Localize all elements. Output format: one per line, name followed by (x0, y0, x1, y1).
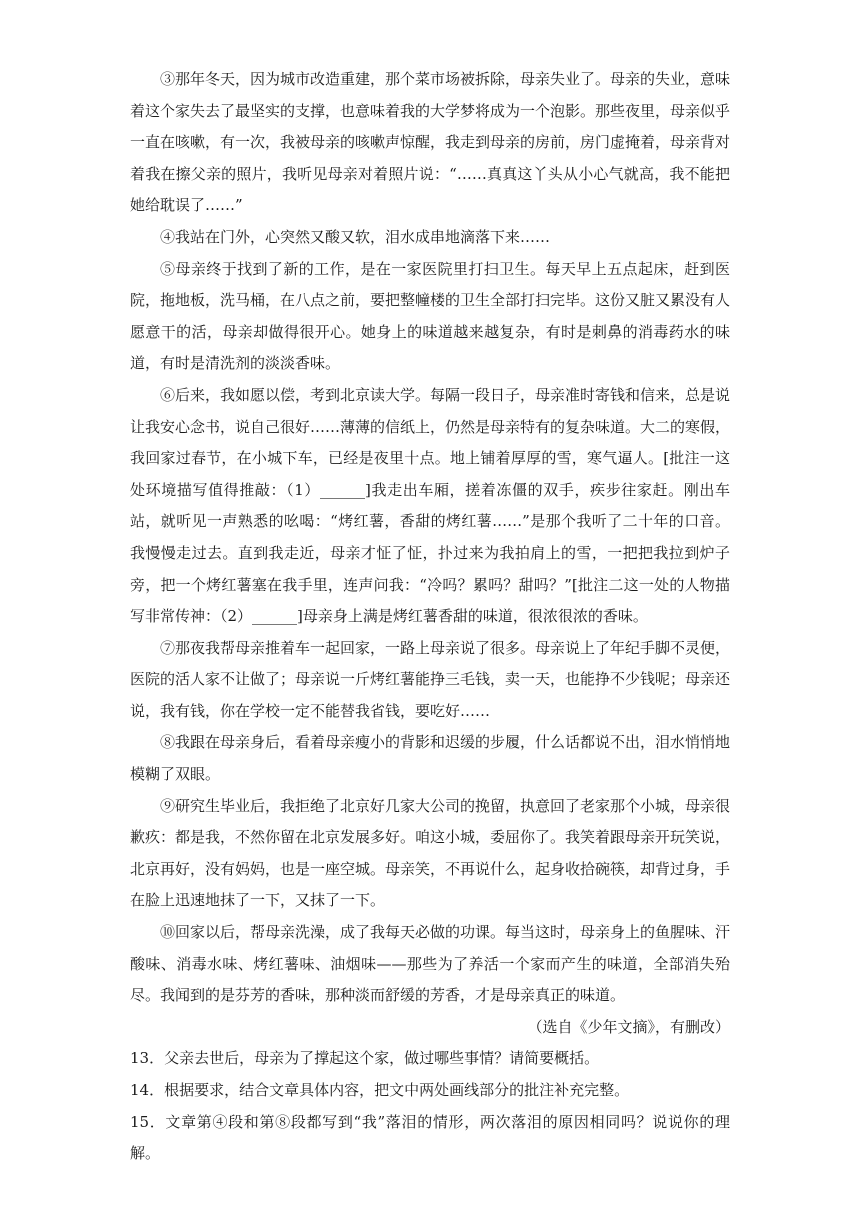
question-14: 14．根据要求，结合文章具体内容，把文中两处画线部分的批注补充完整。 (130, 1081, 630, 1099)
paragraph-9: ⑨研究生毕业后，我拒绝了北京好几家大公司的挽留，执意回了老家那个小城，母亲很歉疚：都是我，不然你留在北京发展多好。咱这小城，委屈你了。我笑着跟母亲开玩笑说，北京再好，没有妈妈，也是一座空城。母亲笑，不再说什么，起身收拾碗筷，却背过身，手在脸上迅速地抹了一下，又抹了一下。 (130, 796, 731, 910)
paragraph-6: ⑥后来，我如愿以偿，考到北京读大学。每隔一段日子，母亲准时寄钱和信来，总是说让我安心念书，说自己很好……薄薄的信纸上，仍然是母亲特有的复杂味道。大二的寒假，我回家过春节，在小城下车，已经是夜里十点。地上铺着厚厚的雪，寒气逼人。[批注一这处环境描写值得推敲：（1）______]我走出车厢，搓着冻僵的双手，疾步往家赶。刚出车站，就听见一声熟悉的吆喝：“烤红薯，香甜的烤红薯……”是那个我听了二十年的口音。我慢慢走过去。直到我走近，母亲才怔了怔，扑过来为我拍肩上的雪，一把把我拉到炉子旁，把一个烤红薯塞在我手里，连声问我：“冷吗？累吗？甜吗？”[批注二这一处的人物描写非常传神：（2）______]母亲身上满是烤红薯香甜的味道，很浓很浓的香味。 (130, 385, 731, 626)
paragraph-5: ⑤母亲终于找到了新的工作，是在一家医院里打扫卫生。每天早上五点起床，赶到医院，拖地板，洗马桶，在八点之前，要把整幢楼的卫生全部打扫完毕。这份又脏又累没有人愿意干的活，母亲却做得很开心。她身上的味道越来越复杂，有时是刺鼻的消毒药水的味道，有时是清洗剂的淡淡香味。 (130, 259, 731, 373)
paragraph-8: ⑧我跟在母亲身后，看着母亲瘦小的背影和迟缓的步履，什么话都说不出，泪水悄悄地模糊了双眼。 (130, 733, 731, 784)
source-citation: （选自《少年文摘》，有删改） (527, 1017, 730, 1036)
question-13: 13．父亲去世后，母亲为了撑起这个家，做过哪些事情？请简要概括。 (130, 1049, 600, 1068)
paragraph-3: ③那年冬天，因为城市改造重建，那个菜市场被拆除，母亲失业了。母亲的失业，意味着这个家失去了最坚实的支撑，也意味着我的大学梦将成为一个泡影。那些夜里，母亲似乎一直在咳嗽，有一次，我被母亲的咳嗽声惊醒，我走到母亲的房前，房门虚掩着，母亲背对着我在擦父亲的照片，我听见母亲对着照片说：“……真真这丫头从小心气就高，我不能把她给耽误了……” (130, 70, 731, 215)
paragraph-10: ⑩回家以后，帮母亲洗澡，成了我每天必做的功课。每当这时，母亲身上的鱼腥味、汗酸味、消毒水味、烤红薯味、油烟味——那些为了养活一个家而产生的味道，全部消失殆尽。我闻到的是芬芳的香味，那种淡而舒缓的芳香，才是母亲真正的味道。 (130, 923, 731, 1005)
paragraph-7: ⑦那夜我帮母亲推着车一起回家，一路上母亲说了很多。母亲说上了年纪手脚不灵便，医院的活人家不让做了；母亲说一斤烤红薯能挣三毛钱，卖一天，也能挣不少钱呢；母亲还说，我有钱，你在学校一定不能替我省钱，要吃好…… (130, 638, 731, 720)
paragraph-4: ④我站在门外，心突然又酸又软，泪水成串地滴落下来…… (160, 227, 551, 246)
question-15: 15．文章第④段和第⑧段都写到“我”落泪的情形，两次落泪的原因相同吗？说说你的理解。 (130, 1112, 730, 1163)
document-page (130, 64, 730, 1170)
